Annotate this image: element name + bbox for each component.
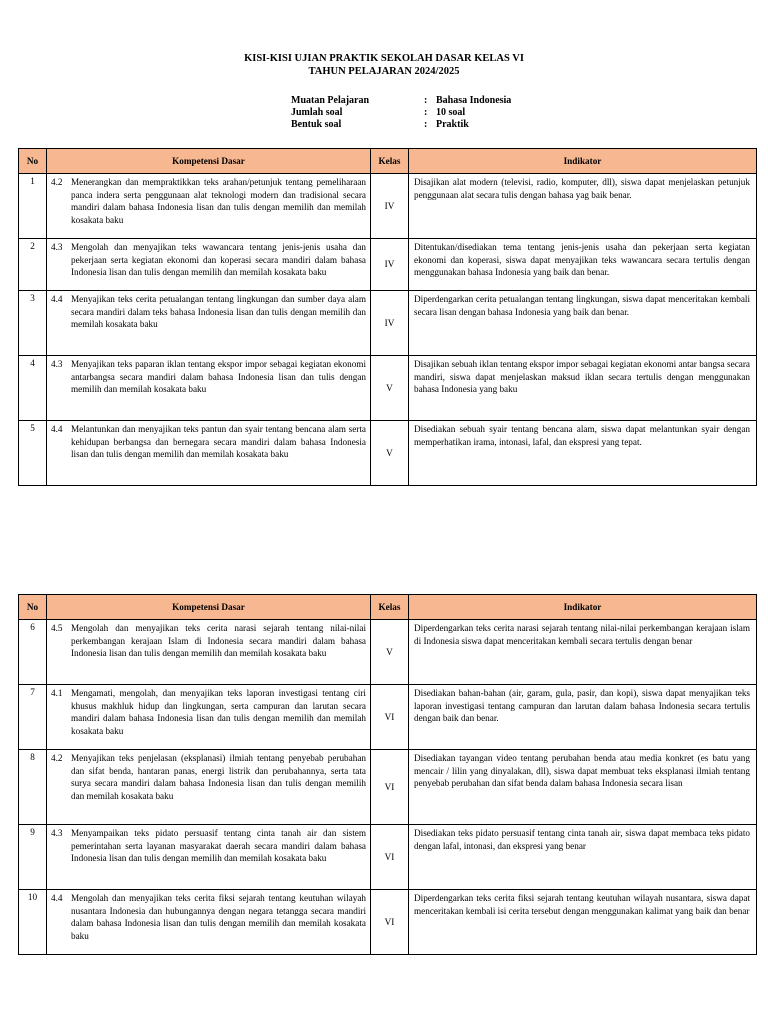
- cell-kelas: V: [371, 421, 409, 486]
- cell-no: 10: [19, 890, 47, 955]
- cell-no: 2: [19, 239, 47, 291]
- cell-indikator: Diperdengarkan teks cerita fiksi sejarah tentang keutuhan wilayah nusantara, siswa dapat menceritakan kembali isi cerita tersebut dengan menggunakan kalimat yang baik dan benar: [409, 890, 757, 955]
- cell-kelas: VI: [371, 685, 409, 750]
- cell-kompetensi-dasar: [47, 174, 371, 239]
- cell-indikator: Disajikan alat modern (televisi, radio, komputer, dll), siswa dapat menjelaskan petunjuk penggunaan alat secara tulis dengan bahasa yag baik benar.: [409, 174, 757, 239]
- kd-wrapper: [51, 241, 366, 279]
- kd-number: 4.5: [51, 623, 63, 633]
- kd-text: Menerangkan dan mempraktikkan teks arahan/petunjuk tentang pemeliharaan panca indera serta penggunaan alat teknologi modern dan tradisional secara mandiri dalam bahasa Indonesia lisan dan tulis dengan memilih dan memilah kosakata baku: [71, 177, 366, 225]
- kd-number: 4.2: [51, 177, 63, 187]
- kd-number: 4.4: [51, 294, 63, 304]
- kd-wrapper: [51, 687, 366, 737]
- cell-kompetensi-dasar: [47, 356, 371, 421]
- header-indikator: Indikator: [409, 149, 757, 174]
- meta-colon: :: [424, 107, 428, 119]
- table-body: [19, 174, 757, 486]
- cell-no: 5: [19, 421, 47, 486]
- cell-kompetensi-dasar: [47, 239, 371, 291]
- kd-number: 4.3: [51, 359, 63, 369]
- cell-kelas: VI: [371, 825, 409, 890]
- kd-text: Menyajikan teks paparan iklan tentang ekspor impor sebagai kegiatan ekonomi antarbangsa secara mandiri dalam bahasa Indonesia lisan dan tulis dengan memilih dan memilah kosakata baku: [71, 359, 366, 395]
- kd-text: Menyajikan teks penjelasan (eksplanasi) ilmiah tentang penyebab perubahan dan sifat benda, hantaran panas, energi listrik dan perubahannya, serta tata surya secara mandiri dalam bahasa Indonesia lisan dan tulis dengan memilih dan memilah kosakata baku: [71, 753, 366, 801]
- table-row: [19, 174, 757, 239]
- cell-no: 8: [19, 750, 47, 825]
- table-row: [19, 890, 757, 955]
- header-kelas: Kelas: [371, 595, 409, 620]
- table-row: [19, 825, 757, 890]
- cell-kelas: V: [371, 356, 409, 421]
- meta-value: Praktik: [436, 119, 469, 131]
- cell-indikator: Disediakan tayangan video tentang perubahan benda atau media konkret (es batu yang mencair / lilin yang dinyalakan, dll), siswa dapat membuat teks eksplanasi ilmiah tentang penyebab perubahan dan sifat benda dalam bahasa Indonesia secara lisan: [409, 750, 757, 825]
- kd-wrapper: [51, 423, 366, 461]
- table-header-row: [19, 595, 757, 620]
- cell-no: 4: [19, 356, 47, 421]
- meta-row-subject: [291, 95, 511, 107]
- table-row: [19, 421, 757, 486]
- cell-no: 7: [19, 685, 47, 750]
- cell-kompetensi-dasar: [47, 620, 371, 685]
- meta-value: 10 soal: [436, 107, 466, 119]
- cell-no: 6: [19, 620, 47, 685]
- cell-kelas: VI: [371, 750, 409, 825]
- kd-text: Mengolah dan menyajikan teks cerita fiksi sejarah tentang keutuhan wilayah nusantara Indonesia dan hubungannya dengan negara tetangga secara mandiri dalam bahasa Indonesia lisan dan tulis dengan memilih dan memilah kosakata baku: [71, 893, 366, 941]
- meta-colon: :: [424, 95, 428, 106]
- cell-kelas: VI: [371, 890, 409, 955]
- cell-kelas: IV: [371, 239, 409, 291]
- meta-row-form: [291, 119, 511, 131]
- cell-indikator: Disediakan bahan-bahan (air, garam, gula, pasir, dan kopi), siswa dapat menyajikan teks laporan investigasi tentang campuran dan larutan dalam bahasa Indonesia secara tertulis dengan baik dan benar.: [409, 685, 757, 750]
- meta-colon: :: [424, 119, 428, 131]
- table-row: [19, 356, 757, 421]
- header-no: No: [19, 595, 47, 620]
- kisi-kisi-table-part-1: [18, 148, 757, 486]
- header-kelas: Kelas: [371, 149, 409, 174]
- cell-indikator: Disediakan teks pidato persuasif tentang cinta tanah air, siswa dapat membaca teks pidato dengan lafal, intonasi, dan ekspresi yang benar: [409, 825, 757, 890]
- kd-wrapper: [51, 827, 366, 865]
- cell-kelas: V: [371, 620, 409, 685]
- table-body: [19, 620, 757, 955]
- kd-number: 4.2: [51, 753, 63, 763]
- cell-no: 3: [19, 291, 47, 356]
- kd-text: Melantunkan dan menyajikan teks pantun dan syair tentang bencana alam serta kehidupan berbangsa dan bernegara secara mandiri dalam bahasa Indonesia lisan dan tulis dengan memilih dan memilah kosakata baku: [71, 424, 366, 460]
- cell-kompetensi-dasar: [47, 291, 371, 356]
- kd-wrapper: [51, 892, 366, 942]
- meta-label: Jumlah soal: [291, 107, 343, 119]
- table-row: [19, 291, 757, 356]
- meta-label: Muatan Pelajaran: [291, 95, 370, 106]
- table-row: [19, 620, 757, 685]
- cell-no: 9: [19, 825, 47, 890]
- header-kompetensi-dasar: Kompetensi Dasar: [47, 149, 371, 174]
- document-title: KISI-KISI UJIAN PRAKTIK SEKOLAH DASAR KELAS VI: [244, 53, 524, 64]
- header-no: No: [19, 149, 47, 174]
- kd-wrapper: [51, 622, 366, 660]
- cell-kompetensi-dasar: [47, 825, 371, 890]
- kd-text: Menyajikan teks cerita petualangan tentang lingkungan dan sumber daya alam secara mandiri dalam teks bahasa Indonesia lisan dan tulis dengan memilih dan memilah kosakata baku: [71, 294, 366, 330]
- cell-kompetensi-dasar: [47, 750, 371, 825]
- kd-text: Mengolah dan menyajikan teks cerita narasi sejarah tentang nilai-nilai perkembangan kerajaan Islam di Indonesia secara mandiri dalam bahasa Indonesia lisan dan tulis dengan memilih dan memilah kosakata baku: [71, 623, 366, 659]
- kd-wrapper: [51, 176, 366, 226]
- meta-label: Bentuk soal: [291, 119, 342, 131]
- kd-text: Mengamati, mengolah, dan menyajikan teks laporan investigasi tentang ciri khusus makhluk hidup dan lingkungan, serta campuran dan larutan secara mandiri dalam bahasa Indonesia lisan dan tulis dengan memilih dan memilah kosakata baku: [71, 688, 366, 736]
- cell-kompetensi-dasar: [47, 890, 371, 955]
- meta-value: Bahasa Indonesia: [436, 95, 512, 106]
- table-row: [19, 685, 757, 750]
- header-kompetensi-dasar: Kompetensi Dasar: [47, 595, 371, 620]
- cell-kelas: IV: [371, 174, 409, 239]
- cell-kompetensi-dasar: [47, 421, 371, 486]
- kd-wrapper: [51, 752, 366, 802]
- kd-text: Mengolah dan menyajikan teks wawancara tentang jenis-jenis usaha dan pekerjaan serta kegiatan ekonomi dan koperasi secara mandiri dalam bahasa Indonesia lisan dan tulis dengan memilih dan memilah kosakata baku: [71, 242, 366, 278]
- cell-indikator: Diperdengarkan cerita petualangan tentang lingkungan, siswa dapat menceritakan kembali secara lisan dengan bahasa Indonesia yang baik dan benar.: [409, 291, 757, 356]
- kd-number: 4.4: [51, 893, 63, 903]
- cell-indikator: Disajikan sebuah iklan tentang ekspor impor sebagai kegiatan ekonomi antar bangsa secara mandiri, siswa dapat menjelaskan maksud iklan secara tertulis dengan menggunakan bahasa Indonesia yang baku: [409, 356, 757, 421]
- kisi-kisi-table-part-2: [18, 594, 757, 955]
- kd-number: 4.3: [51, 828, 63, 838]
- document-meta: [291, 95, 511, 132]
- table-row: [19, 750, 757, 825]
- kd-wrapper: [51, 358, 366, 396]
- meta-row-count: [291, 107, 511, 119]
- cell-kompetensi-dasar: [47, 685, 371, 750]
- table-header-row: [19, 149, 757, 174]
- cell-no: 1: [19, 174, 47, 239]
- cell-indikator: Ditentukan/disediakan tema tentang jenis-jenis usaha dan pekerjaan serta kegiatan ekonomi dan koperasi, siswa dapat menyajikan teks wawancara secara tertulis dengan menggunakan bahasa Indonesia yang baik dan benar.: [409, 239, 757, 291]
- kd-text: Menyampaikan teks pidato persuasif tentang cinta tanah air dan sistem pemerintahan serta layanan masyarakat daerah secara mandiri dalam bahasa Indonesia lisan dan tulis dengan memilih dan memilah kosakata baku: [71, 828, 366, 864]
- document-subtitle: TAHUN PELAJARAN 2024/2025: [308, 66, 460, 77]
- kd-wrapper: [51, 293, 366, 331]
- kd-number: 4.4: [51, 424, 63, 434]
- kd-number: 4.3: [51, 242, 63, 252]
- header-indikator: Indikator: [409, 595, 757, 620]
- cell-indikator: Diperdengarkan teks cerita narasi sejarah tentang nilai-nilai perkembangan kerajaan islam di Indonesia siswa dapat menceritakan kembali secara tertulis dengan benar: [409, 620, 757, 685]
- table-row: [19, 239, 757, 291]
- cell-indikator: Disediakan sebuah syair tentang bencana alam, siswa dapat melantunkan syair dengan memperhatikan irama, intonasi, lafal, dan ekspresi yang tepat.: [409, 421, 757, 486]
- kd-number: 4.1: [51, 688, 63, 698]
- cell-kelas: IV: [371, 291, 409, 356]
